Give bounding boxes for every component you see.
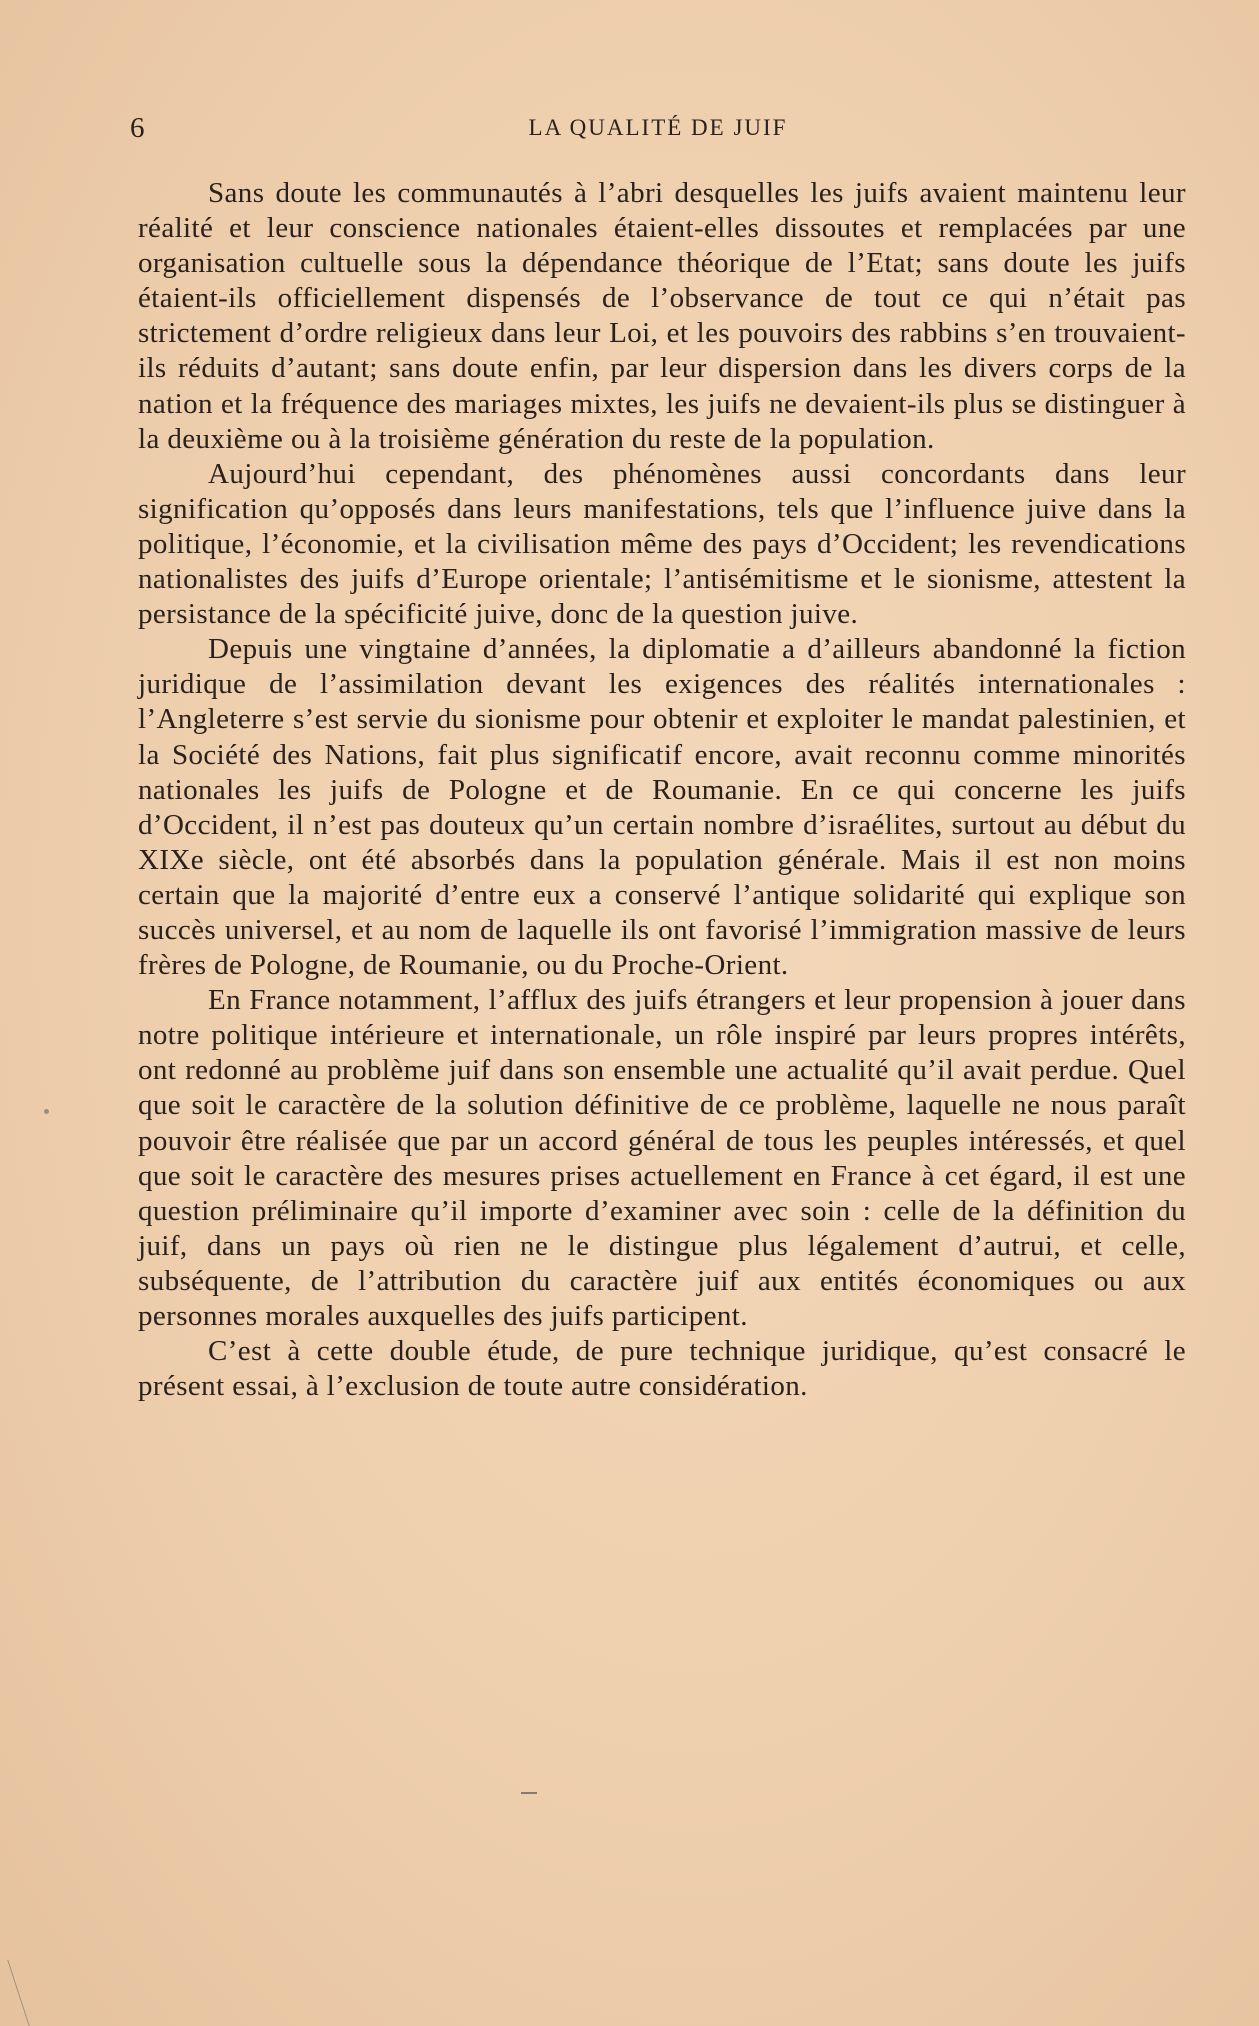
paragraph: C’est à cette double étude, de pure technique juridique, qu’est consacré le présent essai, à l’exclusion de toute autre considération. bbox=[138, 1335, 1186, 1403]
paper-speck bbox=[44, 1109, 49, 1114]
paragraph: En France notamment, l’afflux des juifs étrangers et leur propension à jouer dans notre politique intérieure et internationale, un rôle inspiré par leurs propres intérêts, ont redonné au problème juif dans son ensemble une actualité qu’il avait perdue. Quel que soit le caractère de la solution définitive de ce problème, laquelle ne nous paraît pouvoir être réalisée que par un accord général de tous les peuples intéressés, et quel que soit le caractère des mesures prises actuellement en France à cet égard, il est une question préliminaire qu’il importe d’examiner avec soin : celle de la définition du juif, dans un pays où rien ne le distingue plus légalement d’autrui, et celle, subséquente, de l’attribution du caractère juif aux entités économiques ou aux personnes morales auxquelles des juifs participent. bbox=[138, 984, 1186, 1332]
printer-dash-mark bbox=[521, 1792, 537, 1794]
page-edge-line bbox=[0, 1960, 30, 2026]
paragraph: Depuis une vingtaine d’années, la diplomatie a d’ailleurs abandonné la fiction juridique de l’assimilation devant les exigences des réalités internationales : l’Angleterre s’est servie du sionisme pour obtenir et exploiter le mandat palestinien, et la Société des Nations, fait plus significatif encore, avait reconnu comme minorités nationales les juifs de Pologne et de Roumanie. En ce qui concerne les juifs d’Occident, il n’est pas douteux qu’un certain nombre d’israélites, surtout au début du XIXe siècle, ont été absorbés dans la population générale. Mais il est non moins certain que la majorité d’entre eux a conservé l’antique solidarité qui explique son succès universel, et au nom de laquelle ils ont favorisé l’immigration massive de leurs frères de Pologne, de Roumanie, ou du Proche-Orient. bbox=[138, 633, 1186, 982]
page-number: 6 bbox=[130, 112, 145, 144]
page-header bbox=[130, 108, 1186, 148]
paragraph: Aujourd’hui cependant, des phénomènes aussi concordants dans leur signification qu’opposés dans leurs manifestations, tels que l’influence juive dans la politique, l’économie, et la civilisation même des pays d’Occident; les revendications nationalistes des juifs d’Europe orientale; l’antisémitisme et le sionisme, attestent la persistance de la spécificité juive, donc de la question juive. bbox=[138, 457, 1186, 631]
running-head: LA QUALITÉ DE JUIF bbox=[528, 115, 788, 140]
body-text bbox=[138, 176, 1186, 1404]
paragraph: Sans doute les communautés à l’abri desquelles les juifs avaient maintenu leur réalité et leur conscience nationales étaient-elles dissoutes et remplacées par une organisation cultuelle sous la dépendance théorique de l’Etat; sans doute les juifs étaient-ils officiellement dispensés de l’observance de tout ce qui n’était pas strictement d’ordre religieux dans leur Loi, et les pouvoirs des rabbins s’en trouvaient-ils réduits d’autant; sans doute enfin, par leur dispersion dans les divers corps de la nation et la fréquence des mariages mixtes, les juifs ne devaient-ils plus se distinguer à la deuxième ou à la troisième génération du reste de la population. bbox=[138, 177, 1186, 455]
